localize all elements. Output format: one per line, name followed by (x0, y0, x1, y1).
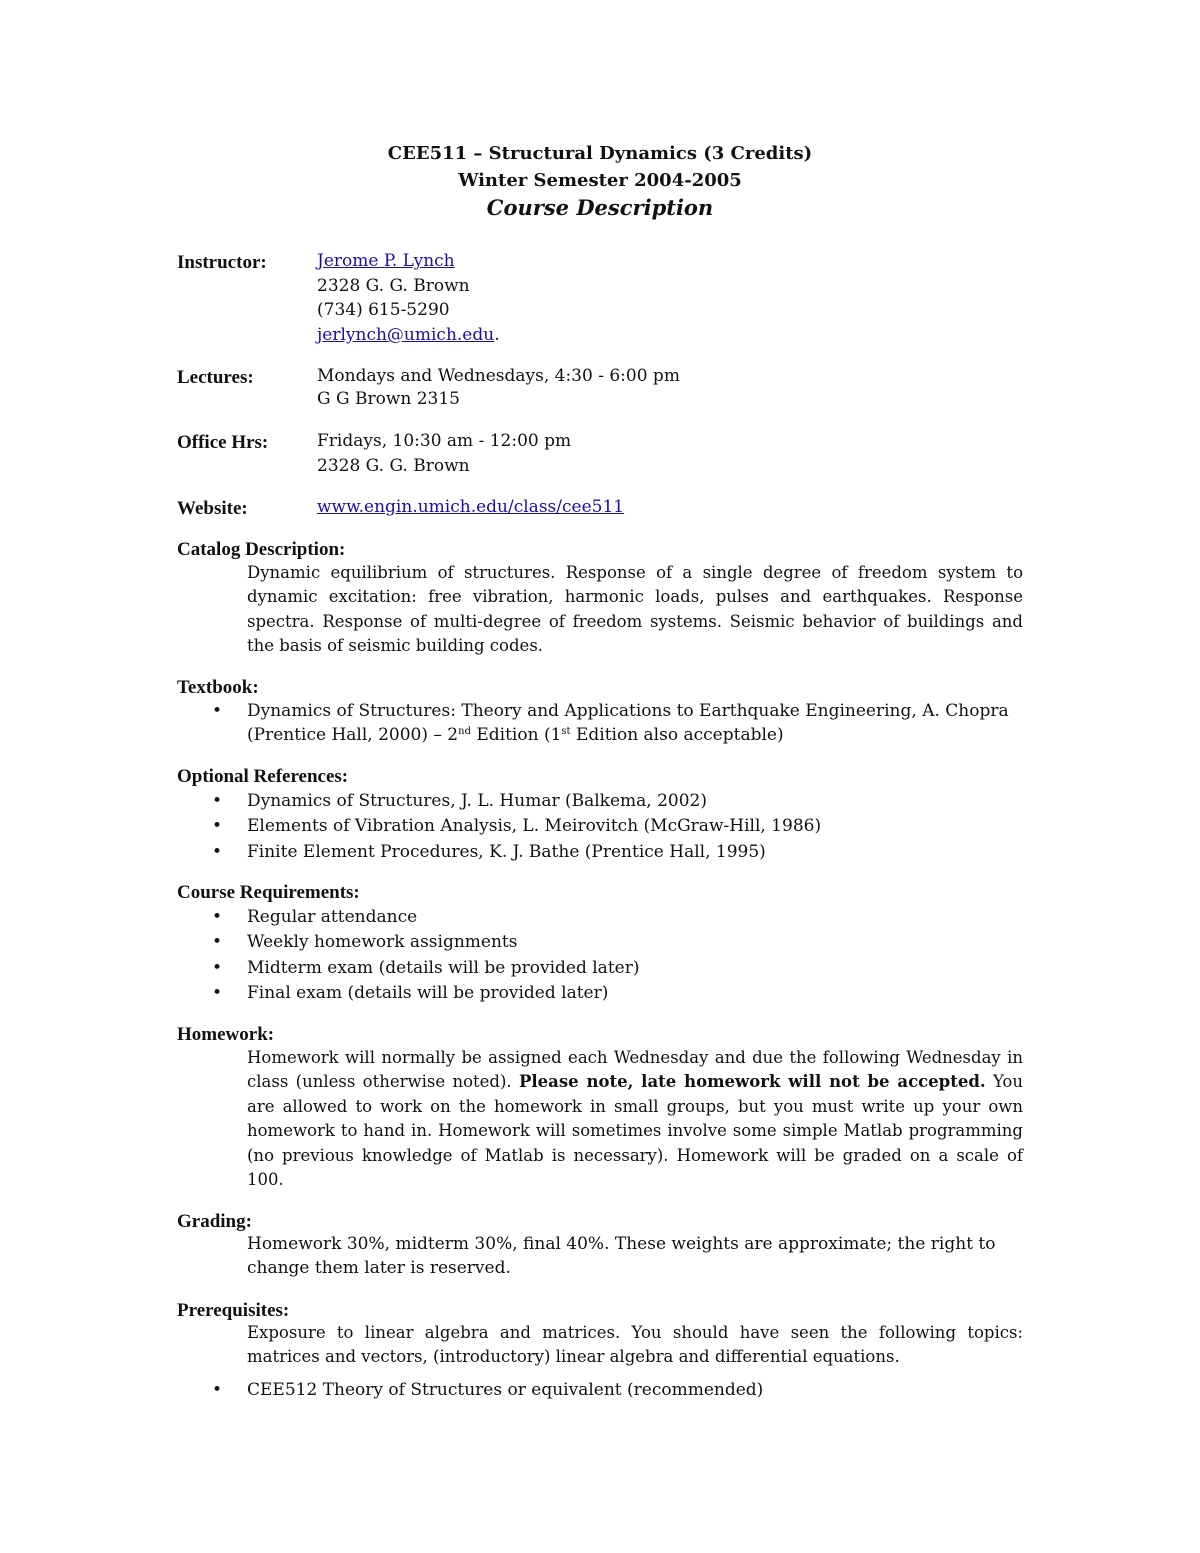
requirement-item: Final exam (details will be provided later) (247, 983, 609, 1003)
lectures-label: Lectures: (177, 367, 254, 388)
lectures-times: Mondays and Wednesdays, 4:30 - 6:00 pm (317, 366, 680, 386)
email-period: . (494, 325, 500, 345)
textbook-line2: (Prentice Hall, 2000) – 2nd Edition (1st Edition also acceptable) (247, 725, 784, 745)
reference-item: Dynamics of Structures, J. L. Humar (Balkema, 2002) (247, 791, 708, 811)
reference-item: Finite Element Procedures, K. J. Bathe (Prentice Hall, 1995) (247, 842, 766, 862)
bullet-icon: • (212, 958, 223, 978)
catalog-text: Dynamic equilibrium of structures. Response of a single degree of freedom system to dynamic excitation: free vibration, harmonic loads, pulses and earthquakes. Response spectra. Response of multi-degree of freedom systems. Seismic behavior of buildings and the basis of seismic building codes. (247, 563, 1023, 656)
bullet-icon: • (212, 842, 223, 862)
website-link[interactable]: www.engin.umich.edu/class/cee511 (317, 497, 625, 517)
bullet-icon: • (212, 907, 223, 927)
prerequisites-heading: Prerequisites: (177, 1300, 290, 1321)
bullet-icon: • (212, 1380, 223, 1400)
bullet-icon: • (212, 983, 223, 1003)
references-heading: Optional References: (177, 766, 349, 787)
office-hours-times: Fridays, 10:30 am - 12:00 pm (317, 431, 572, 451)
bullet-icon: • (212, 932, 223, 952)
instructor-office: 2328 G. G. Brown (317, 276, 470, 296)
grading-line2: change them later is reserved. (247, 1258, 511, 1278)
instructor-label: Instructor: (177, 252, 267, 273)
textbook-line1: Dynamics of Structures: Theory and Applications to Earthquake Engineering, A. Chopra (247, 701, 1009, 721)
requirement-item: Weekly homework assignments (247, 932, 518, 952)
reference-item: Elements of Vibration Analysis, L. Meirovitch (McGraw-Hill, 1986) (247, 816, 822, 836)
requirements-heading: Course Requirements: (177, 882, 360, 903)
semester: Winter Semester 2004-2005 (458, 170, 742, 191)
bullet-icon: • (212, 816, 223, 836)
grading-heading: Grading: (177, 1211, 252, 1232)
requirement-item: Regular attendance (247, 907, 418, 927)
homework-heading: Homework: (177, 1024, 275, 1045)
office-hours-room: 2328 G. G. Brown (317, 456, 470, 476)
lectures-room: G G Brown 2315 (317, 389, 460, 409)
catalog-heading: Catalog Description: (177, 539, 346, 560)
instructor-name-link[interactable]: Jerome P. Lynch (317, 251, 455, 271)
prerequisites-text: Exposure to linear algebra and matrices. You should have seen the following topics: matrices and vectors, (introductory) linear algebra and differential equations. (247, 1323, 1023, 1367)
instructor-phone: (734) 615-5290 (317, 300, 450, 320)
doc-title: Course Description (486, 195, 714, 220)
prerequisite-item: CEE512 Theory of Structures or equivalent (recommended) (247, 1380, 764, 1400)
requirement-item: Midterm exam (details will be provided later) (247, 958, 640, 978)
textbook-heading: Textbook: (177, 677, 259, 698)
instructor-email-link[interactable]: jerlynch@umich.edu (317, 325, 495, 345)
late-homework-notice: Please note, late homework will not be accepted. (518, 1072, 986, 1092)
course-title: CEE511 – Structural Dynamics (3 Credits) (387, 143, 813, 164)
website-label: Website: (177, 498, 248, 519)
bullet-icon: • (212, 701, 223, 721)
grading-line1: Homework 30%, midterm 30%, final 40%. These weights are approximate; the right to (247, 1234, 996, 1254)
office-hours-label: Office Hrs: (177, 432, 269, 453)
bullet-icon: • (212, 791, 223, 811)
homework-text: Homework will normally be assigned each Wednesday and due the following Wednesday in class (unless otherwise noted). Please note, late homework will not be accepted. You are allowed to work on the homework in small groups, but you must write up your own homework to hand in. Homework will sometimes involve some simple Matlab programming (no previous knowledge of Matlab is necessary). Homework will be graded on a scale of 100. (247, 1048, 1023, 1190)
instructor-email-line (317, 327, 500, 344)
